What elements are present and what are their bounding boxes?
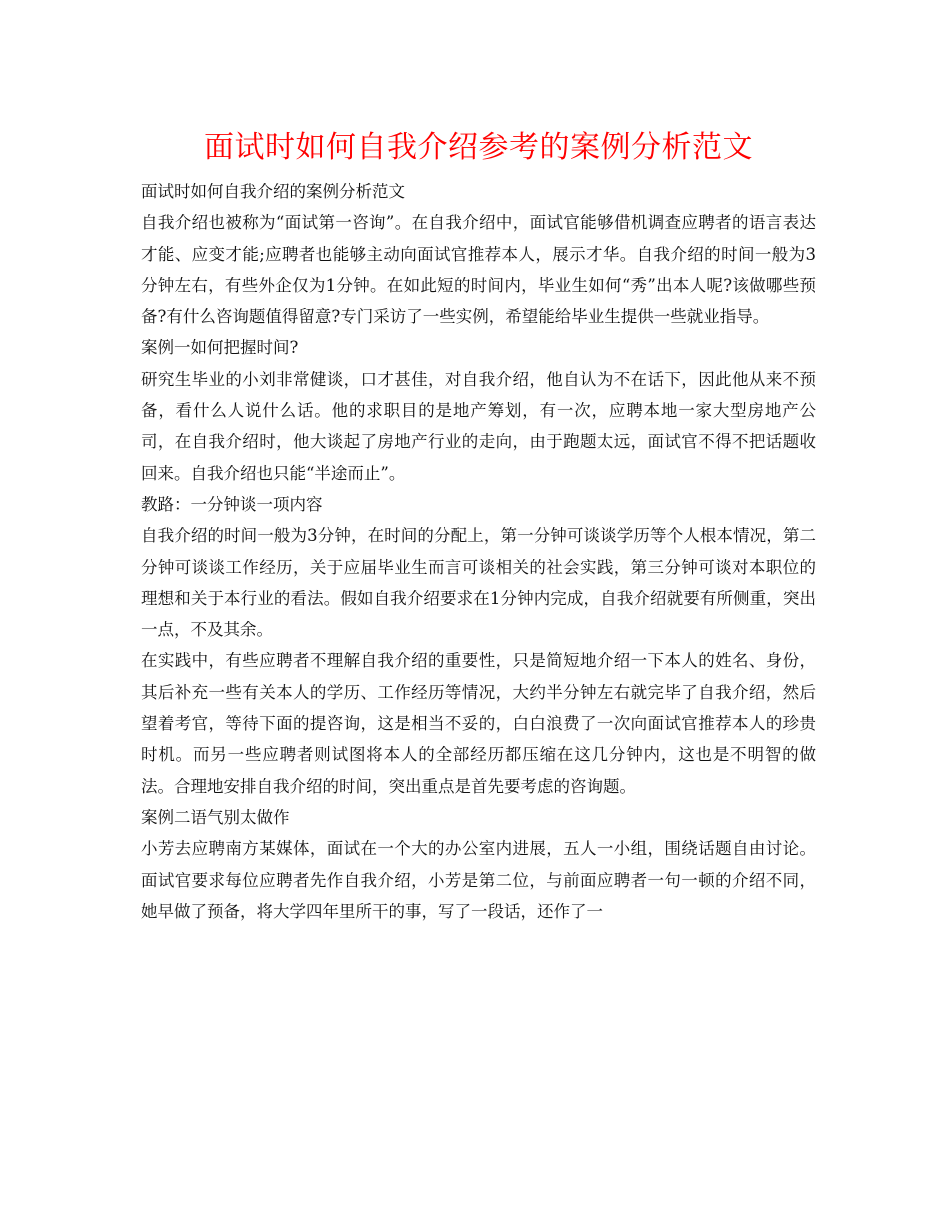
case-one-paragraph: 研究生毕业的小刘非常健谈，口才甚佳，对自我介绍，他自认为不在话下，因此他从来不预备，看什么人说什么话。他的求职目的是地产筹划，有一次，应聘本地一家大型房地产公司，在自我介绍时，他大谈起了房地产行业的走向，由于跑题太远，面试官不得不把话题收回来。自我介绍也只能“半途而止”。 xyxy=(141,369,816,483)
intro-paragraph: 自我介绍也被称为“面试第一咨询”。在自我介绍中，面试官能够借机调查应聘者的语言表达才能、应变才能;应聘者也能够主动向面试官推荐本人，展示才华。自我介绍的时间一般为3分钟左右，有些外企仅为1分钟。在如此短的时间内，毕业生如何“秀”出本人呢?该做哪些预备?有什么咨询题值得留意?专门采访了一些实例，希望能给毕业生提供一些就业指导。 xyxy=(141,213,816,327)
subtitle-paragraph: 面试时如何自我介绍的案例分析范文 xyxy=(141,182,405,201)
tip-one-paragraph: 自我介绍的时间一般为3分钟，在时间的分配上，第一分钟可谈谈学历等个人根本情况，第二分钟可谈谈工作经历，关于应届毕业生而言可谈相关的社会实践，第三分钟可谈对本职位的理想和关于本行业的看法。假如自我介绍要求在1分钟内完成，自我介绍就要有所侧重，突出一点，不及其余。 xyxy=(141,526,816,640)
case-one-heading: 案例一如何把握时间? xyxy=(141,338,299,358)
document-page xyxy=(141,120,816,927)
case-two-paragraph: 小芳去应聘南方某媒体，面试在一个大的办公室内进展，五人一小组，围绕话题自由讨论。面试官要求每位应聘者先作自我介绍，小芳是第二位，与前面应聘者一句一顿的介绍不同，她早做了预备，将大学四年里所干的事，写了一段话，还作了一 xyxy=(141,839,816,921)
document-title: 面试时如何自我介绍参考的案例分析范文 xyxy=(204,130,753,165)
tip-one-heading: 教路：一分钟谈一项内容 xyxy=(141,494,323,514)
practice-paragraph: 在实践中，有些应聘者不理解自我介绍的重要性，只是简短地介绍一下本人的姓名、身份，其后补充一些有关本人的学历、工作经历等情况，大约半分钟左右就完毕了自我介绍，然后望着考官，等待下面的提咨询，这是相当不妥的，白白浪费了一次向面试官推荐本人的珍贵时机。而另一些应聘者则试图将本人的全部经历都压缩在这几分钟内，这也是不明智的做法。合理地安排自我介绍的时间，突出重点是首先要考虑的咨询题。 xyxy=(141,651,816,796)
document-body xyxy=(141,176,816,927)
case-two-heading: 案例二语气别太做作 xyxy=(141,807,290,827)
